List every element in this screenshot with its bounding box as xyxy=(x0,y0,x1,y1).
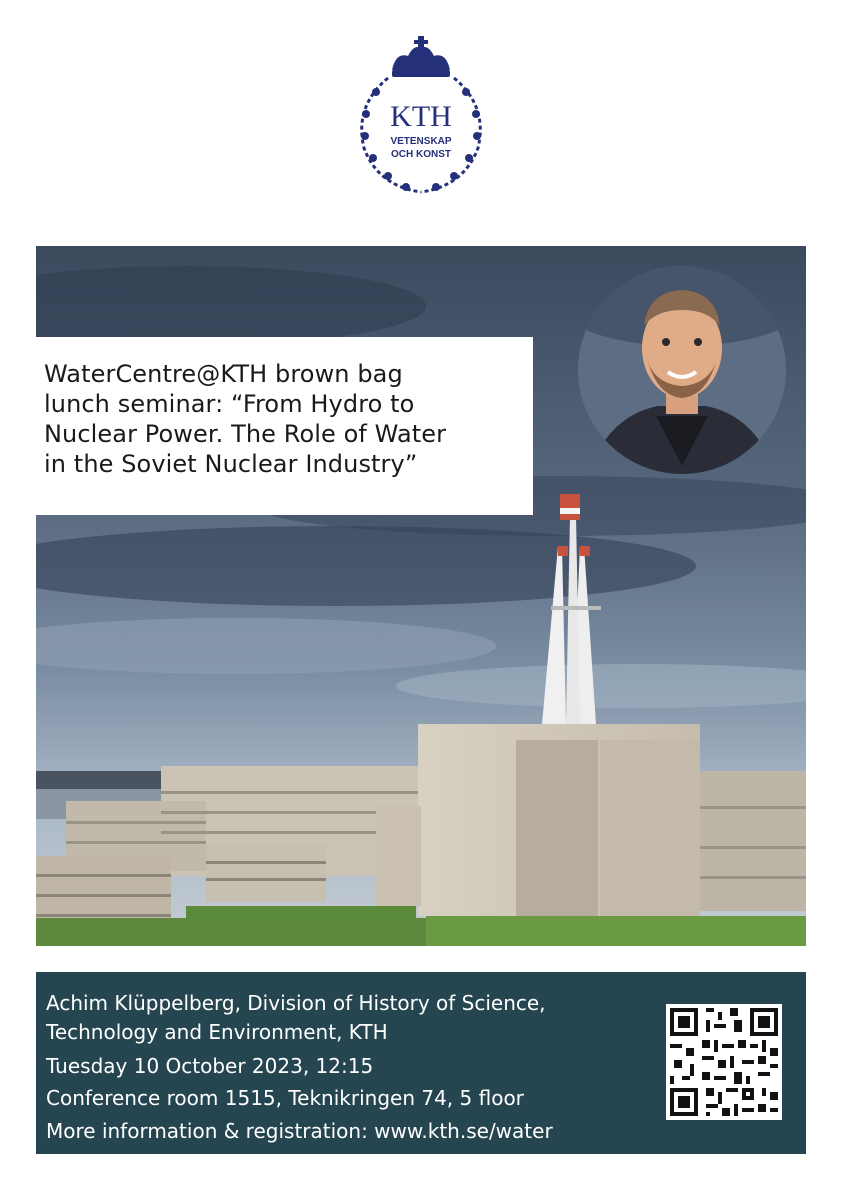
logo-kth-text: KTH xyxy=(390,100,452,133)
speaker-line-2: Technology and Environment, KTH xyxy=(46,1020,388,1044)
seminar-title-box xyxy=(36,337,533,515)
event-info-panel xyxy=(36,972,806,1154)
logo-line1: VETENSKAP xyxy=(390,136,452,147)
logo-line2: OCH KONST xyxy=(391,149,451,160)
speaker-line-1: Achim Klüppelberg, Division of History of Science, xyxy=(46,991,546,1015)
event-location: Conference room 1515, Teknikringen 74, 5 floor xyxy=(46,1086,524,1110)
registration-link[interactable]: More information & registration: www.kth.se/water xyxy=(46,1119,553,1143)
title-line-1: WaterCentre@KTH brown bag xyxy=(44,360,403,388)
title-line-2: lunch seminar: “From Hydro to xyxy=(44,390,415,418)
speaker-portrait xyxy=(578,266,786,474)
qr-code-icon[interactable] xyxy=(666,1004,782,1120)
event-date: Tuesday 10 October 2023, 12:15 xyxy=(46,1054,374,1078)
kth-logo xyxy=(348,36,494,198)
title-line-3: Nuclear Power. The Role of Water xyxy=(44,420,447,448)
title-line-4: in the Soviet Nuclear Industry” xyxy=(44,450,418,478)
